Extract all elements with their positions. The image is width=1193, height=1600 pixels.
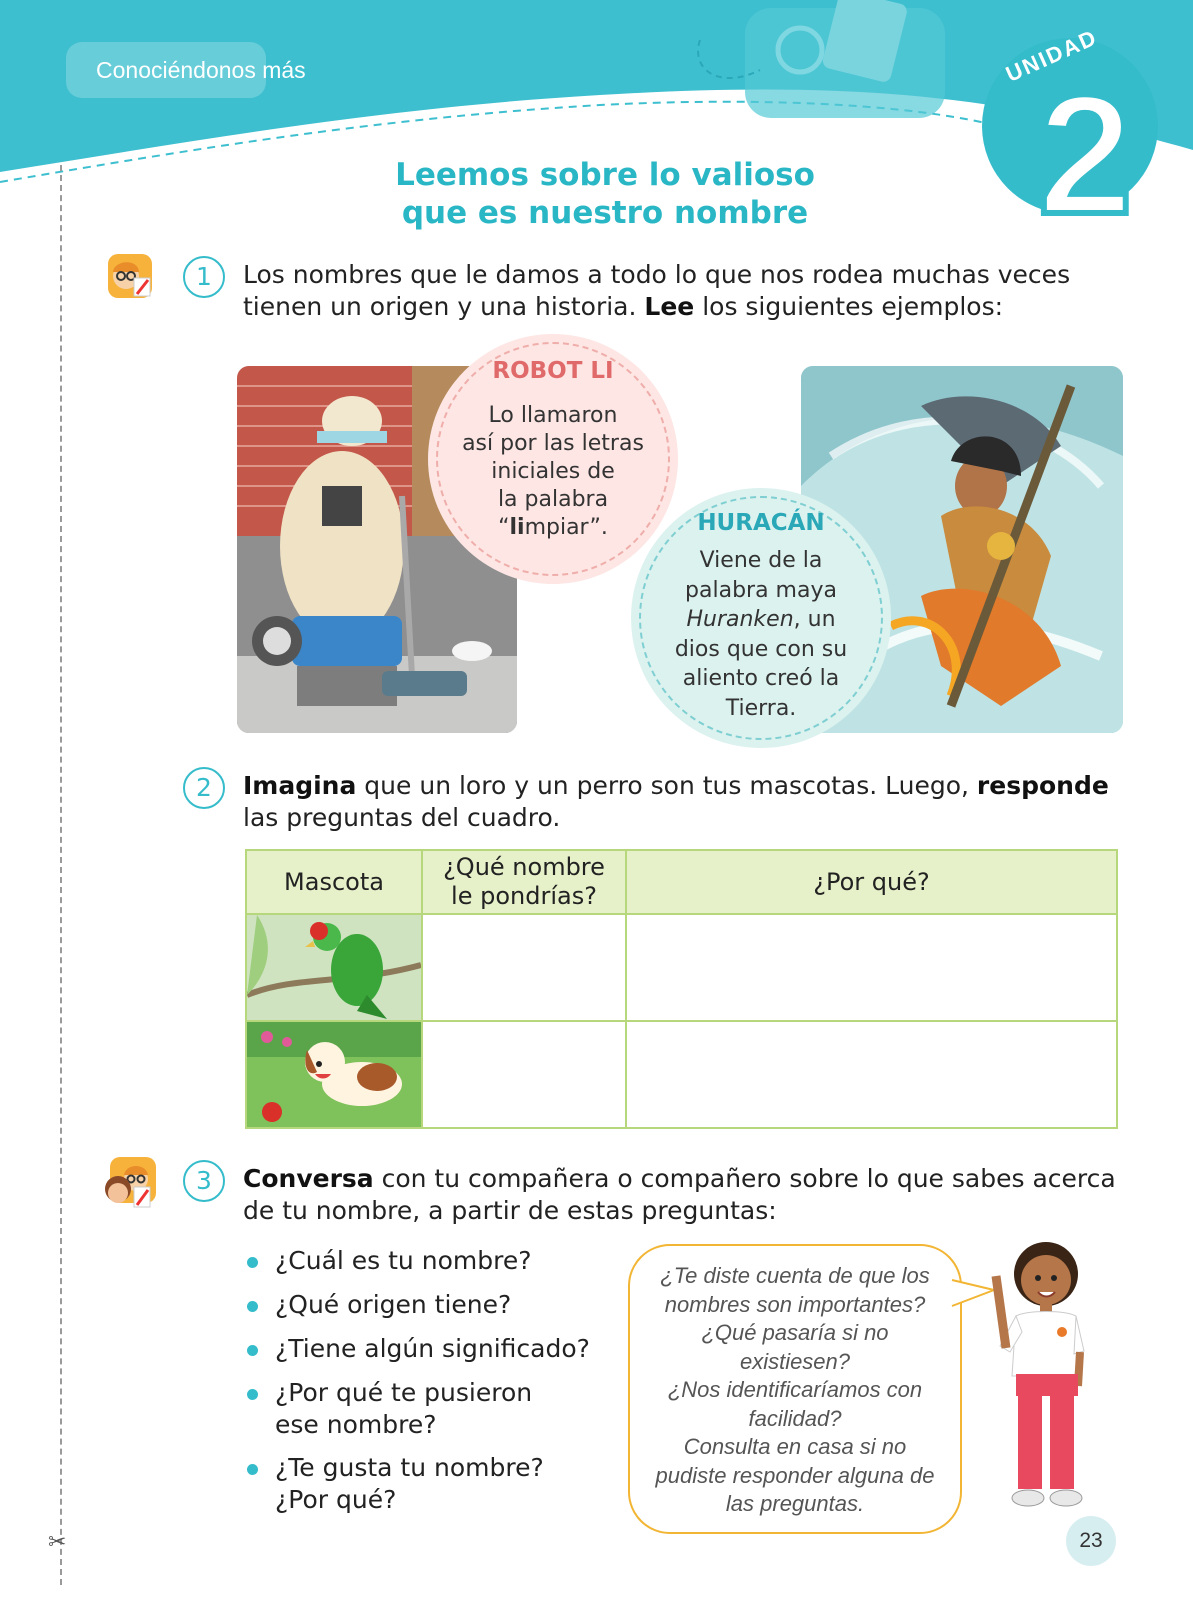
activity-1-bold: Lee [644, 292, 695, 321]
table-row [246, 1021, 1117, 1128]
header-nombre-line-1: ¿Qué nombre [443, 853, 605, 881]
cut-line [60, 165, 62, 1585]
bullet-dot [247, 1257, 258, 1268]
speech-line: ¿Qué pasaría si no [701, 1320, 889, 1345]
activity-3-text: con tu compañera o compañero sobre lo que sabes acerca de tu nombre, a partir de estas preguntas: [243, 1164, 1116, 1225]
girl-illustration [988, 1236, 1098, 1516]
title-line-1: Leemos sobre lo valioso [395, 157, 815, 193]
bullet-dot [247, 1301, 258, 1312]
huracan-line-3 [631, 605, 891, 635]
activity-3-instructions [243, 1163, 1123, 1227]
activity-2-bold-imagina: Imagina [243, 771, 357, 800]
header-por-que: ¿Por qué? [626, 850, 1117, 914]
bullet-dot [247, 1345, 258, 1356]
activity-1-number: 1 [183, 256, 225, 298]
huracan-bubble [631, 488, 891, 748]
unit-word: UNIDAD [1002, 24, 1102, 87]
parrot-image-cell [246, 914, 422, 1021]
activity-3-bold-conversa: Conversa [243, 1164, 374, 1193]
activity-2-text-2: las preguntas del cuadro. [243, 803, 561, 832]
question-item [275, 1452, 565, 1516]
speech-line: Consulta en casa si no [683, 1434, 907, 1459]
question-text: ¿Tiene algún significado? [275, 1334, 590, 1363]
question-item [275, 1289, 605, 1321]
table-row [246, 914, 1117, 1021]
speech-line: las preguntas. [725, 1491, 865, 1516]
parrot-name-answer[interactable] [422, 914, 626, 1021]
activity-1-instructions [243, 259, 1123, 323]
speech-line: ¿Nos identificaríamos con [667, 1377, 923, 1402]
robot-line-2: así por las letras [462, 431, 644, 456]
huracan-line-6: Tierra. [725, 695, 797, 721]
question-item [275, 1377, 555, 1441]
huracan-maya-word: Huranken [686, 607, 794, 632]
header-nombre-line-2: le pondrías? [451, 882, 597, 910]
page-title [250, 156, 960, 232]
question-text: ¿Te gusta tu nombre? ¿Por qué? [275, 1453, 544, 1514]
bullet-dot [247, 1464, 258, 1475]
title-line-2: que es nuestro nombre [401, 195, 809, 231]
question-text: ¿Cuál es tu nombre? [275, 1246, 532, 1275]
robot-bold-letters: li [509, 515, 525, 540]
bullet-dot [247, 1389, 258, 1400]
robot-line-1: Lo llamaron [488, 403, 618, 428]
activity-1-text-end: los siguientes ejemplos: [694, 292, 1004, 321]
speech-line: nombres son importantes? [664, 1291, 926, 1317]
huracan-line-3-rest: , un [793, 607, 836, 632]
huracan-line-4: dios que con su [674, 636, 848, 662]
individual-work-icon [104, 250, 156, 302]
activity-2-number: 2 [183, 767, 225, 809]
robot-line-4: la palabra [497, 487, 609, 512]
robot-word-rest: mpiar”. [524, 515, 608, 540]
huracan-title: HURACÁN [697, 510, 825, 536]
activity-2-instructions [243, 770, 1123, 834]
dog-image [247, 1022, 421, 1127]
robot-quote-open: “ [498, 515, 510, 540]
header-nombre [422, 850, 626, 914]
scissors-icon: ✂ [48, 1530, 67, 1555]
speech-line: ¿Te diste cuenta de que los [660, 1263, 930, 1288]
speech-line: facilidad? [748, 1405, 842, 1431]
activity-2-bold-responde: responde [976, 771, 1109, 800]
robot-li-title: ROBOT LI [492, 358, 614, 384]
pets-table [245, 849, 1118, 1129]
question-item [275, 1245, 605, 1277]
speech-line: pudiste responder alguna de [655, 1462, 935, 1488]
huracan-description [631, 546, 891, 723]
question-text: ¿Por qué te pusieron ese nombre? [275, 1378, 533, 1439]
section-label: Conociéndonos más [66, 42, 266, 98]
huracan-line-2: palabra maya [685, 577, 837, 603]
unit-number: 2 [1038, 60, 1133, 250]
robot-line-3: iniciales de [491, 459, 615, 484]
parrot-image [247, 915, 421, 1020]
question-item [275, 1333, 615, 1365]
activity-3-number: 3 [183, 1160, 225, 1202]
page-number: 23 [1066, 1516, 1116, 1566]
activity-2-text-1: que un loro y un perro son tus mascotas. Luego, [356, 771, 977, 800]
parrot-reason-answer[interactable] [626, 914, 1117, 1021]
activity-1-text: Los nombres que le damos a todo lo que nos rodea muchas veces tienen un origen y una historia. [243, 260, 1071, 321]
huracan-line-5: aliento creó la [682, 666, 840, 691]
pair-work-icon [100, 1155, 160, 1211]
speech-line: existiesen? [739, 1348, 851, 1374]
speech-text [630, 1262, 960, 1519]
dog-image-cell [246, 1021, 422, 1128]
table-header-row [246, 850, 1117, 914]
dog-reason-answer[interactable] [626, 1021, 1117, 1128]
dog-name-answer[interactable] [422, 1021, 626, 1128]
question-text: ¿Qué origen tiene? [275, 1290, 512, 1319]
header-mascota: Mascota [246, 850, 422, 914]
huracan-line-1: Viene de la [699, 548, 823, 573]
